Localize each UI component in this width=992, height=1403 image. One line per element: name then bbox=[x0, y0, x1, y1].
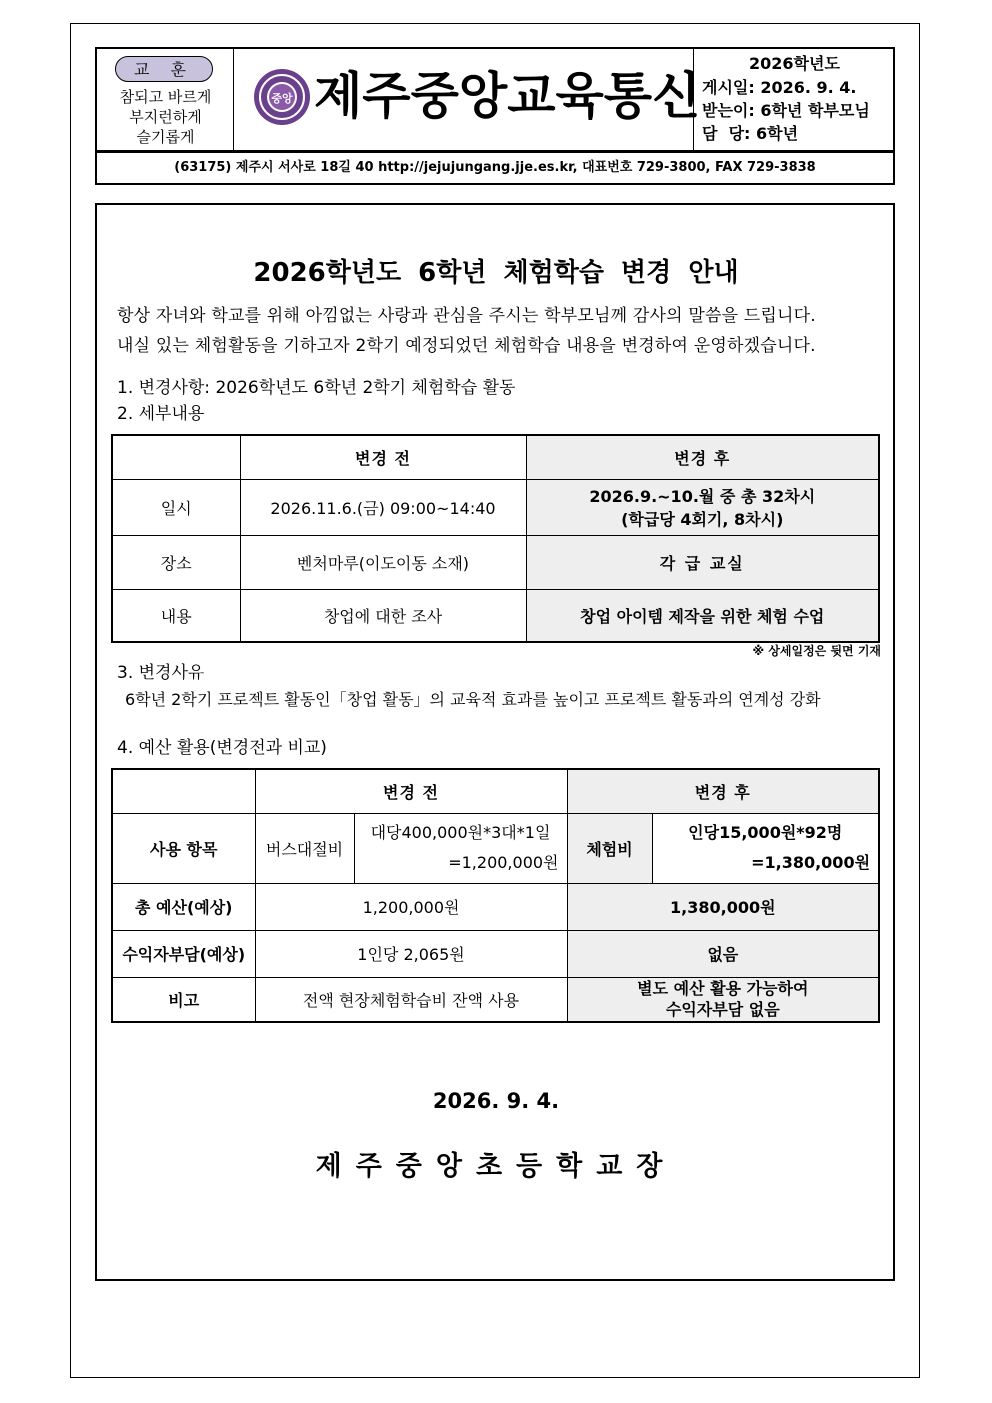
before-cell: 1,200,000원 bbox=[255, 883, 567, 930]
before-calc bbox=[354, 813, 567, 883]
table-header-cell: 변경 전 bbox=[240, 435, 526, 479]
row-label: 수익자부담(예상) bbox=[112, 930, 255, 977]
before-cell: 창업에 대한 조사 bbox=[240, 589, 526, 642]
newsletter-title: 제주중앙교육통신 bbox=[314, 67, 701, 125]
motto-line: 슬기롭게 bbox=[136, 128, 195, 146]
table-row bbox=[112, 977, 879, 1022]
section-heading: 2. 세부내용 bbox=[117, 404, 205, 424]
after-cell bbox=[526, 479, 879, 535]
after-calc bbox=[652, 813, 879, 883]
table-row bbox=[112, 535, 879, 589]
footnote: ※ 상세일정은 뒷면 기재 bbox=[752, 644, 881, 658]
before-cell: 전액 현장체험학습비 잔액 사용 bbox=[255, 977, 567, 1022]
intro-paragraph: 내실 있는 체험활동을 기하고자 2학기 예정되었던 체험학습 내용을 변경하여 운영하겠습니다. bbox=[117, 336, 816, 356]
in-charge: 담 당: 6학년 bbox=[702, 124, 799, 143]
before-cell: 2026.11.6.(금) 09:00~14:40 bbox=[240, 479, 526, 535]
after-cell: 없음 bbox=[567, 930, 879, 977]
motto-badge: 교 훈 bbox=[115, 56, 213, 82]
calc-line: 인당15,000원*92명 bbox=[688, 823, 843, 842]
row-label: 장소 bbox=[112, 535, 240, 589]
recipient: 받는이: 6학년 학부모님 bbox=[702, 101, 870, 120]
remark-line: 수익자부담 없음 bbox=[665, 1000, 780, 1020]
after-cell: 창업 아이템 제작을 위한 체험 수업 bbox=[526, 589, 879, 642]
table-row bbox=[112, 930, 879, 977]
before-item: 버스대절비 bbox=[255, 813, 354, 883]
change-reason: 6학년 2학기 프로젝트 활동인「창업 활동」의 교육적 효과를 높이고 프로젝트 활동과의 연계성 강화 bbox=[125, 690, 821, 709]
issue-date: 2026. 9. 4. bbox=[432, 1089, 560, 1113]
table-row bbox=[112, 813, 879, 883]
school-motto bbox=[97, 49, 234, 150]
newsletter-title-area bbox=[234, 49, 701, 150]
publication-info bbox=[694, 49, 893, 150]
section-heading: 3. 변경사유 bbox=[117, 663, 205, 683]
calc-line: 대당400,000원*3대*1일 bbox=[370, 823, 551, 842]
before-cell: 1인당 2,065원 bbox=[255, 930, 567, 977]
row-label: 일시 bbox=[112, 479, 240, 535]
table-header-cell bbox=[112, 435, 240, 479]
after-cell: 각 급 교실 bbox=[526, 535, 879, 589]
calc-line: =1,200,000원 bbox=[448, 853, 559, 872]
intro-paragraph: 항상 자녀와 학교를 위해 아낌없는 사랑과 관심을 주시는 학부모님께 감사의 말씀을 드립니다. bbox=[117, 306, 816, 326]
school-address: (63175) 제주시 서사로 18길 40 http://jejujungang.jje.es.kr, 대표번호 729-3800, FAX 729-3838 bbox=[95, 152, 895, 185]
logo-text: 중앙 bbox=[271, 92, 293, 105]
posted-date: 게시일: 2026. 9. 4. bbox=[702, 78, 857, 97]
table-header-cell: 변경 후 bbox=[567, 769, 879, 813]
document-title: 2026학년도 6학년 체험학습 변경 안내 bbox=[253, 258, 739, 288]
row-label: 내용 bbox=[112, 589, 240, 642]
after-line: 2026.9.~10.월 중 총 32차시 bbox=[589, 487, 816, 506]
section-heading: 4. 예산 활용(변경전과 비교) bbox=[117, 738, 327, 758]
table-row bbox=[112, 589, 879, 642]
motto-line: 부지런하게 bbox=[129, 108, 202, 126]
calc-line: =1,380,000원 bbox=[751, 853, 871, 872]
after-line: (학급당 4회기, 8차시) bbox=[621, 510, 784, 529]
before-cell: 벤처마루(이도이동 소재) bbox=[240, 535, 526, 589]
row-label: 총 예산(예상) bbox=[112, 883, 255, 930]
after-cell bbox=[567, 977, 879, 1022]
section-heading: 1. 변경사항: 2026학년도 6학년 2학기 체험학습 활동 bbox=[117, 378, 516, 398]
table-row bbox=[112, 883, 879, 930]
newsletter-header bbox=[95, 47, 895, 152]
table-header-cell: 변경 후 bbox=[526, 435, 879, 479]
motto-line: 참되고 바르게 bbox=[119, 88, 212, 106]
table-header-cell bbox=[112, 769, 255, 813]
table-row bbox=[112, 479, 879, 535]
row-label: 비고 bbox=[112, 977, 255, 1022]
school-logo-icon bbox=[252, 67, 312, 127]
table-header-cell: 변경 전 bbox=[255, 769, 567, 813]
budget-table bbox=[111, 768, 880, 1023]
remark-line: 별도 예산 활용 가능하여 bbox=[637, 979, 809, 999]
table-header-row bbox=[112, 769, 879, 813]
details-table bbox=[111, 434, 880, 643]
table-header-row bbox=[112, 435, 879, 479]
after-cell: 1,380,000원 bbox=[567, 883, 879, 930]
principal-signature: 제주중앙초등학교장 bbox=[315, 1151, 677, 1182]
row-label: 사용 항목 bbox=[112, 813, 255, 883]
after-item: 체험비 bbox=[567, 813, 652, 883]
school-year: 2026학년도 bbox=[749, 54, 840, 73]
